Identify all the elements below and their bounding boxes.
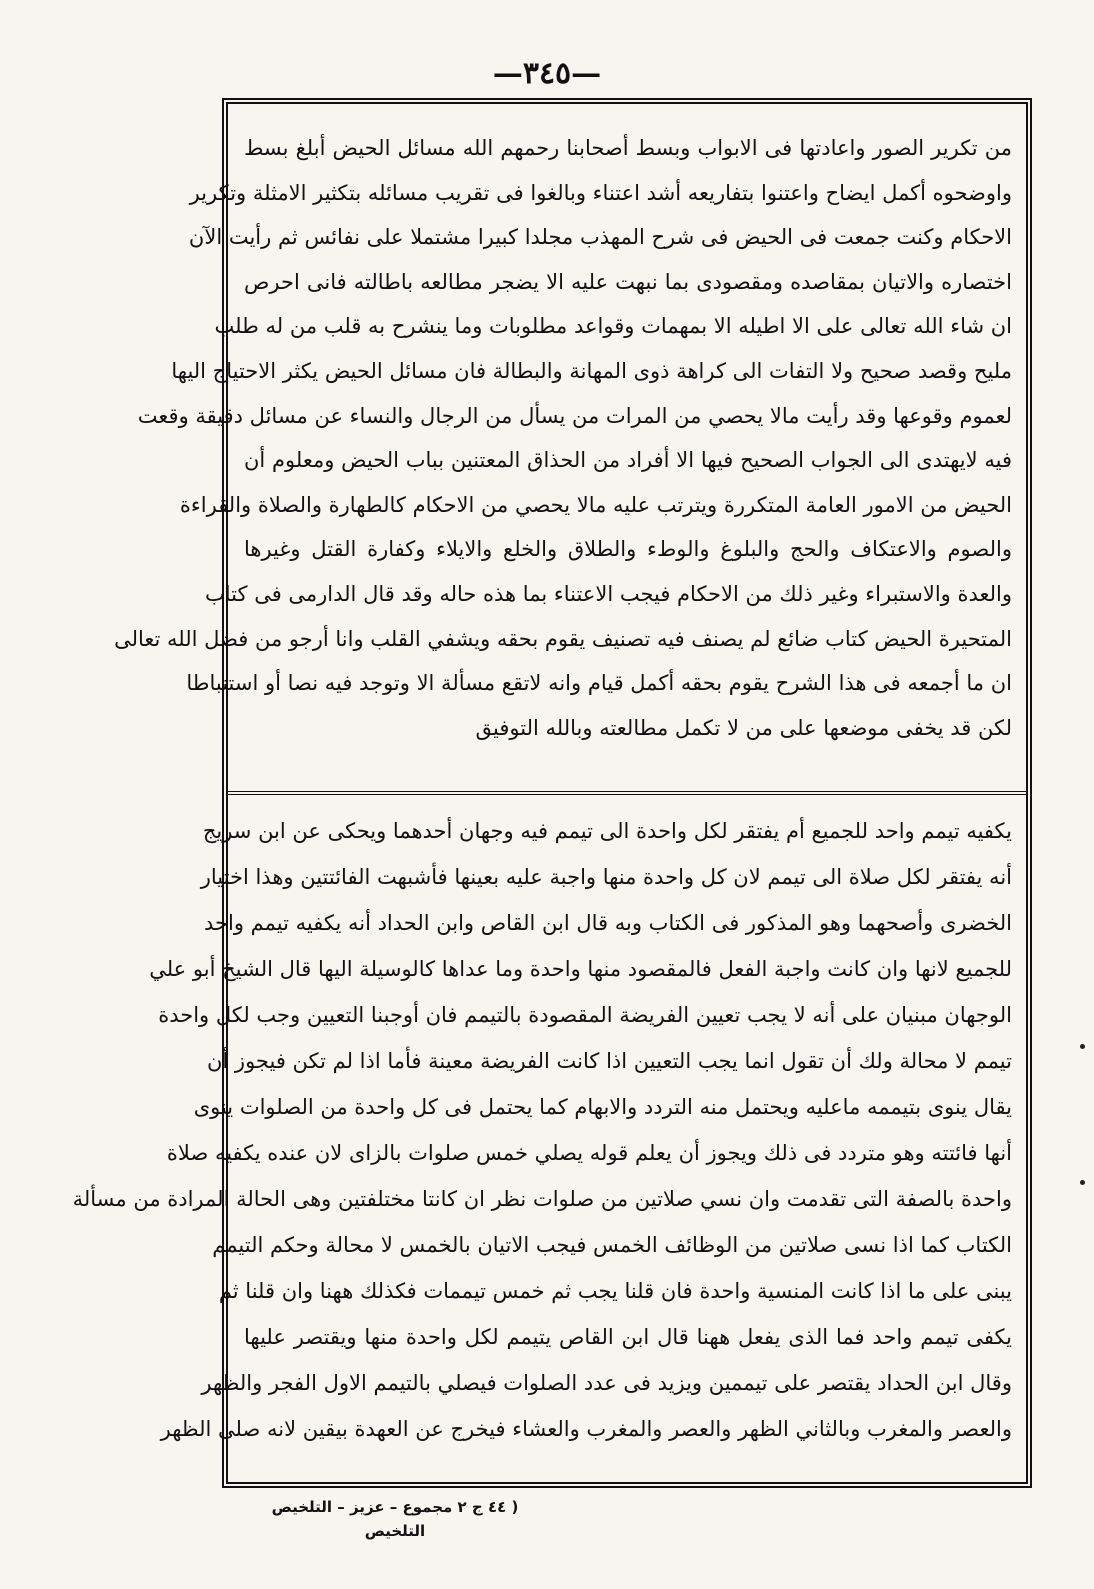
upper-text-line: الاحكام وكنت جمعت فى الحيض فى شرح المهذب مجلدا كبيرا مشتملا على نفائس ثم رأيت الآن xyxy=(188,225,1012,250)
lower-text-line: أنها فائتته وهو متردد فى ذلك ويجوز أن يعلم قوله يصلي خمس صلوات بالزاى لان عنده يكفيه صلاة xyxy=(166,1141,1012,1165)
upper-text-line: واوضحوه أكمل ايضاح واعتنوا بتفاريعه أشد اعتناء وبالغوا فى تقريب مسائله بتكثير الامثلة وتكرير xyxy=(189,180,1012,205)
upper-text-line: والعدة والاستبراء وغير ذلك من الاحكام فيجب الاعتناء بما هذه حاله وقد قال الدارمى فى كتاب xyxy=(205,581,1012,606)
upper-text-line: فيه لايهتدى الى الجواب الصحيح فيها الا أفراد من الحذاق المعتنين بباب الحيض ومعلوم أن xyxy=(244,448,1012,473)
footer-signature xyxy=(240,1495,550,1555)
lower-text-line: يكفيه تيمم واحد للجميع أم يفتقر لكل واحدة الى تيمم فيه وجهان أحدهما ويحكى عن ابن سريج xyxy=(202,819,1012,843)
upper-text-block xyxy=(114,126,1026,750)
text-frame xyxy=(72,98,1032,1488)
lower-text-line: والعصر والمغرب وبالثاني الظهر والعصر والمغرب والعشاء فيخرج عن العهدة بيقين لانه صلى الظهر xyxy=(160,1417,1012,1441)
footer-line: التلخيص xyxy=(364,1522,426,1540)
lower-text-line: للجميع لانها وان كانت واجبة الفعل فالمقصود منها واحدة وما عداها كالوسيلة اليها قال الشيخ أبو علي xyxy=(149,957,1012,981)
upper-text-line: اختصاره والاتيان بمقاصده ومقصودى بما نبهت عليه الا يضجر مطالعه باطالته فانى احرص xyxy=(244,269,1012,294)
upper-text-line: ان ما أجمعه فى هذا الشرح يقوم بحقه أكمل قيام وانه لاتقع مسألة الا وتوجد فيه نصا أو استنباطا xyxy=(186,671,1012,696)
lower-text-line: تيمم لا محالة ولك أن تقول انما يجب التعيين اذا كانت الفريضة معينة فأما اذا لم تكن فيجوز أن xyxy=(207,1049,1012,1073)
lower-text-line: يبنى على ما اذا كانت المنسية واحدة فان قلنا يجب ثم خمس تيممات فكذلك ههنا وان قلنا ثم xyxy=(218,1279,1012,1303)
upper-text-line: ان شاء الله تعالى على الا اطيله الا بمهمات وقواعد مطلوبات وما ينشرح به قلب من له طلب xyxy=(214,314,1012,339)
footer-line: ( ٤٤ ج ٢ مجموع – عزيز – التلخيص xyxy=(271,1498,519,1516)
lower-text-line: الوجهان مبنيان على أنه لا يجب تعيين الفريضة المقصودة بالتيمم فان أوجبنا التعيين وجب لكل واحدة xyxy=(158,1003,1012,1027)
lower-text-line: وقال ابن الحداد يقتصر على تيممين ويزيد فى عدد الصلوات فيصلي بالتيمم الاول الفجر والظهر xyxy=(201,1371,1012,1395)
margin-mark xyxy=(1080,1044,1085,1049)
lower-text-line: الخضرى وأصحهما وهو المذكور فى الكتاب وبه قال ابن القاص وابن الحداد أنه يكفيه تيمم واحد xyxy=(204,911,1012,935)
upper-text-line: لعموم وقوعها وقد رأيت مالا يحصي من المرات من يسأل من الرجال والنساء عن مسائل دقيقة وقعت xyxy=(137,403,1012,428)
margin-mark xyxy=(1080,1180,1085,1185)
lower-text-line: أنه يفتقر لكل صلاة الى تيمم لان كل واحدة منها واجبة عليه بعينها فأشبهت الفائتتين وهذا اختيار xyxy=(200,865,1012,889)
lower-text-line: يقال ينوى بتيممه ماعليه ويحتمل منه التردد والابهام كما يحتمل فى كل واحدة من الصلوات ينوى xyxy=(193,1095,1012,1119)
upper-text-line: من تكرير الصور واعادتها فى الابواب وبسط أصحابنا رحمهم الله مسائل الحيض أبلغ بسط xyxy=(244,136,1012,160)
upper-text-line: مليح وقصد صحيح ولا التفات الى كراهة ذوى المهانة والبطالة فان مسائل الحيض يكثر الاحتياج اليها xyxy=(171,358,1012,383)
upper-text-line: لكن قد يخفى موضعها على من لا تكمل مطالعته وبالله التوفيق xyxy=(475,715,1012,740)
lower-text-line: واحدة بالصفة التى تقدمت وان نسي صلاتين من صلوات نظر ان كانتا مختلفتين وهى الحالة المرادة من مسألة xyxy=(72,1187,1012,1211)
upper-text-line: المتحيرة الحيض كتاب ضائع لم يصنف فيه تصنيف يقوم بحقه ويشفي القلب وانا أرجو من فضل الله تعالى xyxy=(114,626,1012,651)
lower-text-block xyxy=(72,808,1026,1452)
lower-text-line: الكتاب كما اذا نسى صلاتين من الوظائف الخمس فيجب الاتيان بالخمس لا محالة وحكم التيمم xyxy=(212,1233,1012,1257)
upper-text-line: والصوم والاعتكاف والحج والبلوغ والوطء والطلاق والخلع والايلاء وكفارة القتل وغيرها xyxy=(244,537,1012,562)
lower-text-line: يكفى تيمم واحد فما الذى يفعل ههنا قال ابن القاص يتيمم لكل واحدة منها ويقتصر عليها xyxy=(244,1325,1012,1349)
section-divider xyxy=(228,791,1026,795)
upper-text-line: الحيض من الامور العامة المتكررة ويترتب عليه مالا يحصي من الاحكام كالطهارة والصلاة والقراءة xyxy=(179,492,1012,517)
page-number: —٣٤٥— xyxy=(492,56,602,91)
